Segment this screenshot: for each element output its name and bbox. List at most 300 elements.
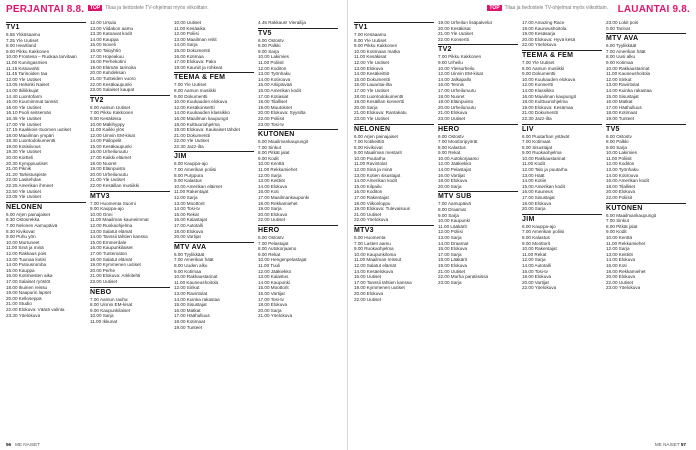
program-listing: 14.00 Kotiin xyxy=(522,178,547,184)
program-listing: 10.00 Amerikan eläimet xyxy=(174,183,223,189)
program-listing: 9.00 Sarja xyxy=(606,144,627,150)
program-listing: 9.00 Pikku Kakkonen xyxy=(354,43,398,49)
program-listing: 12.00 Kesäkonsertti xyxy=(174,104,215,110)
program-listing: 17.00 Autotalli xyxy=(174,223,203,228)
program-listing: 13.00 Elokuva xyxy=(354,65,384,71)
program-listing: 13.05 Helsinki Naiset xyxy=(6,82,50,88)
program-listing: 12.00 Uinnin EM-kisat xyxy=(438,71,483,77)
program-listing: 19.00 Urheilun lisäpalvelut xyxy=(438,20,492,25)
program-listing: 23.00 Sarja xyxy=(438,279,462,285)
program-listing: 6.00 Maailmankaupungit xyxy=(606,212,657,218)
channel-heading: NELONEN xyxy=(6,202,86,211)
program-listing: 20.00 Kahdeksan xyxy=(90,70,126,76)
channel-heading: TV5 xyxy=(258,28,338,37)
program-listing: 16.00 Matkat xyxy=(606,99,633,105)
program-listing: 15.00 Amerikan kodit xyxy=(522,183,565,189)
program-listing: 15.00 Isoveli xyxy=(90,42,116,48)
program-listing: 18.00 Elokuva xyxy=(258,302,288,308)
program-listing: 14.00 Autotalli xyxy=(522,262,551,268)
program-listing: 18.00 Rekkamiehet xyxy=(606,268,646,274)
program-listing: 20.00 Urheiluruutu xyxy=(438,104,476,110)
program-listing: 9.00 Urheilu xyxy=(438,59,463,65)
program-listing: 20.00 Elokuva: Hyvä kesä xyxy=(522,36,576,42)
program-listing: 6.00 Puutarhan ystävät xyxy=(522,133,570,139)
day-heading: PERJANTAI 8.8. xyxy=(6,4,85,15)
program-listing: 12.00 Rakkaus pois xyxy=(6,250,47,256)
program-listing: 4.45 Rakkaus! Vierailija xyxy=(258,20,306,25)
program-listing: 17.00 Yle Uutiset xyxy=(354,87,389,93)
program-listing: 16.00 Kauneus xyxy=(522,189,553,195)
program-listing: 21.00 Elokuva xyxy=(438,110,468,116)
program-listing: 16.00 Taloyhtiö xyxy=(90,47,121,53)
program-listing: 8.00 Purppura xyxy=(174,172,204,178)
header-subtitle-text: Tilaa ja tiedostele TV-ohjelmat myös viikoittain. xyxy=(105,5,209,11)
program-listing: 9.00 Ruokaohjelma xyxy=(354,246,394,252)
program-listing: 17.00 Elokuva: Pako xyxy=(174,59,217,65)
program-listing: 6.00 Ostostv xyxy=(438,133,464,139)
header-subtitle-text: Tilaa ja tiedostele TV-ohjelmat myös viikoittain. xyxy=(504,5,608,11)
program-listing: 22.00 Yöelokuva xyxy=(354,217,389,223)
program-listing: 15.00 Sisustajat xyxy=(606,93,639,99)
program-listing: 19.00 Elokuva: Kesämaa xyxy=(522,104,574,110)
program-listing: 14.00 Draamat xyxy=(438,240,469,246)
program-listing: 9.00 Kodit xyxy=(606,229,627,235)
program-listing: 9.00 Puhu yön xyxy=(6,234,36,240)
program-listing: 20.00 Sarja xyxy=(438,183,462,189)
program-listing: 17.00 Tanssii tähtien kanssa xyxy=(354,279,412,285)
program-listing: 13.00 Moottorit xyxy=(174,200,205,206)
program-listing: 22.00 Yöelokuva xyxy=(522,42,557,48)
program-listing: 22.00 Uutiset xyxy=(258,217,286,223)
schedule-column xyxy=(438,20,518,438)
page-header xyxy=(354,4,690,16)
channel-heading: KUTONEN xyxy=(606,203,686,212)
program-listing: 7.00 Pelastajat xyxy=(258,240,289,246)
program-listing: 20.00 Perhe xyxy=(90,267,116,273)
program-listing: 20.00 Elokuva xyxy=(606,189,636,195)
program-listing: 11.00 Kauneushoitola xyxy=(606,71,651,77)
program-listing: 11.00 Maailman kauneimmat xyxy=(90,217,149,223)
program-listing: 16.00 Urheiluruutu xyxy=(90,149,128,155)
program-listing: 17.00 Maailmankaupunki xyxy=(258,195,310,201)
program-listing: 19.00 Eläinpuisto xyxy=(438,99,474,105)
program-listing: 23.00 Uutiset xyxy=(438,115,466,121)
program-listing: 16.10 Puoli seitsemän xyxy=(6,110,52,116)
program-listing: 18.00 Ikuinen reissu xyxy=(6,284,48,290)
program-listing: 12.00 Sarja xyxy=(174,195,198,201)
schedule-column xyxy=(90,20,170,438)
channel-heading: MTV3 xyxy=(354,225,434,234)
program-listing: 18.00 Tilalliset xyxy=(258,99,288,105)
program-listing: 6.00 Ostostv xyxy=(258,37,284,43)
channel-heading: MTV AVA xyxy=(606,33,686,42)
program-listing: 7.00 Kotikeittiö xyxy=(354,139,385,145)
program-listing: 21.00 Dokumentti xyxy=(522,110,559,116)
program-listing: 16.00 Tosi-tv xyxy=(522,268,548,274)
program-listing: 16.00 Yle Uutiset xyxy=(6,104,41,110)
program-listing: 7.00 Moottoripyörät xyxy=(438,139,478,145)
program-listing: 14.00 Kauppa xyxy=(90,36,119,42)
brand-name: ME NAISET xyxy=(15,442,40,447)
program-listing: 15.00 Sisustajat xyxy=(174,302,207,308)
program-listing: 10.00 Murtuneet xyxy=(6,239,40,245)
program-listing: 16.00 Matkat xyxy=(174,307,201,313)
program-listing: 20.30 Kymppiuutiset xyxy=(6,160,48,166)
program-listing: 16.00 Uutiset xyxy=(354,274,382,280)
program-listing: 13.00 Salatut elämät xyxy=(90,228,133,234)
program-listing: 18.00 Kotimaat xyxy=(606,110,637,116)
program-listing: 8.00 Uusi alku xyxy=(606,54,636,60)
program-listing: 10.00 Kuukauden elokuva xyxy=(174,99,228,105)
channel-heading: MTV3 xyxy=(90,191,170,200)
program-listing: 17.00 Salaiset ryöstöt xyxy=(6,278,51,284)
channel-heading: TEEMA & FEM xyxy=(522,50,602,59)
program-listing: 12.00 Ursula xyxy=(90,20,117,25)
program-listing: 10.00 Kotimaan matka xyxy=(354,48,400,54)
program-listing: 22.50 Yle Uutiset xyxy=(6,188,41,194)
program-listing: 13.00 Kalastus xyxy=(258,274,289,280)
program-listing: 14.00 Pelastajat xyxy=(438,167,471,173)
program-listing: 6.00 Tyylikkäät xyxy=(606,43,637,49)
program-listing: 16.00 Maailman kaupungit xyxy=(174,115,228,121)
program-listing: 8.00 Kivikovat xyxy=(354,144,383,150)
channel-heading: MTV SUB xyxy=(438,191,518,200)
program-listing: 9.00 Kauppa-ajo xyxy=(90,206,124,212)
program-listing: 7.00 Nelonen Aamupäivä xyxy=(6,223,58,228)
program-listing: 19.00 Kauniit ja rohkeat xyxy=(174,64,223,70)
program-listing: 12.00 Jääkiekko xyxy=(438,161,472,167)
program-listing: 18.00 Elokuva xyxy=(522,274,552,280)
program-listing: 15.00 Elokuva xyxy=(438,246,468,252)
channel-heading: JIM xyxy=(174,151,254,160)
program-listing: 19.30 Yle Uutiset xyxy=(6,149,41,155)
program-listing: 8.00 Uinnin EM-kisat xyxy=(90,302,133,308)
program-listing: 7.00 Aamupäivä xyxy=(438,201,471,207)
program-listing: 6.30 Ostosrekka xyxy=(6,217,40,223)
program-listing: 11.00 Rekat xyxy=(522,251,547,257)
program-listing: 10.00 Kenttä xyxy=(258,161,285,167)
program-listing: 7.00 Sinkut xyxy=(258,144,281,150)
program-listing: 9.00 Kalastus xyxy=(174,178,202,184)
program-listing: 12.00 Koditon xyxy=(606,161,635,167)
program-listing: 14.00 Kaupunki xyxy=(258,279,290,285)
program-listing: 15.00 Dokumentti xyxy=(354,76,391,82)
program-listing: 16.00 Maailman kaupungit xyxy=(522,93,576,99)
program-listing: 12.00 Yle Uutiset xyxy=(354,59,389,65)
program-listing: 7.00 Lasten aamu xyxy=(354,240,391,246)
program-listing: 20.00 Kelloseppä xyxy=(6,295,42,301)
program-listing: 13.00 Tuunaa kotisi xyxy=(6,256,46,262)
program-listing: 10.00 Kenttä xyxy=(606,235,633,240)
program-listing: 7.25 Yle Uutiset xyxy=(6,37,39,43)
channel-heading: TV2 xyxy=(90,95,170,104)
program-listing: 20.00 Vartijat xyxy=(522,279,549,285)
program-listing: 22.00 Lasitehdas xyxy=(6,177,41,183)
program-listing: 19.00 Tunteet xyxy=(174,324,203,330)
program-listing: 14.00 Pallopelit xyxy=(90,138,122,144)
schedule-columns xyxy=(6,20,342,438)
program-listing: 17.00 Sarja xyxy=(438,251,462,257)
program-listing: 10.00 Kuukauden elokuva xyxy=(522,76,576,82)
schedule-column xyxy=(174,20,254,438)
program-listing: 16.00 Kotimiesten aika xyxy=(6,273,53,279)
program-listing: 12.00 Salatut elämät xyxy=(354,262,397,268)
program-listing: 22.00 Uutiset xyxy=(354,296,382,302)
program-listing: 22.00 Yle Uutiset xyxy=(174,138,209,144)
program-listing: 19.00 Sarja xyxy=(258,206,282,212)
program-listing: 21.00 Uutiset xyxy=(438,268,466,274)
program-listing: 19.00 Kymmenen uutiset xyxy=(354,285,405,291)
program-listing: 22.00 Poliisit xyxy=(258,115,285,121)
program-listing: 16.00 Kalastajat xyxy=(174,217,207,223)
page-header xyxy=(6,4,342,16)
program-listing: 19.00 Kesäsarja xyxy=(522,31,556,37)
program-listing: 12.00 Sarja xyxy=(606,246,630,252)
program-listing: 18.00 Luontodokumentti xyxy=(354,93,404,99)
program-listing: 11.45 Tarinoiden taa xyxy=(6,71,48,77)
program-listing: 9.00 Sarja xyxy=(258,48,279,54)
program-listing: 13.00 Keittiöt xyxy=(258,178,285,184)
program-listing: 21.00 Dokumentti xyxy=(174,132,211,138)
program-listing: 12.00 Ruokaohjelma xyxy=(90,223,133,228)
program-listing: 17.00 Häähulluus xyxy=(174,313,210,319)
program-listing: 21.00 Tunteiden vuoro xyxy=(90,75,136,81)
channel-heading: NEBO xyxy=(90,287,170,296)
program-listing: 11.00 Tuuli xyxy=(258,262,281,268)
program-listing: 14.00 Kuukauden klassikko xyxy=(174,110,230,116)
program-listing: 13.00 Maailman reitit xyxy=(174,36,217,42)
program-listing: 8.00 Heartland xyxy=(6,43,37,49)
program-listing: 11.00 Rekkamiehet xyxy=(606,240,646,246)
program-listing: 14.00 Kotirouva xyxy=(606,172,639,178)
program-listing: 8.00 Draamat xyxy=(438,207,466,213)
program-listing: 23.00 Salaiset kaupat xyxy=(90,87,135,93)
program-listing: 12.00 Konsertti xyxy=(522,82,553,88)
program-listing: 8.00 Aamun musiikki xyxy=(174,87,217,93)
program-listing: 7.00 Amerikan häät xyxy=(606,48,646,54)
program-listing: 14.00 Kotirouva xyxy=(258,76,291,82)
program-listing: 14.00 Kesäkeittiö xyxy=(354,71,390,77)
program-listing: 18.00 Elokuva xyxy=(522,200,552,206)
program-listing: 22.00 Uutiset xyxy=(606,279,634,285)
program-listing: 13.00 Kotien sisustajat xyxy=(354,172,401,178)
program-listing: 22.00 Yöelokuva xyxy=(522,285,557,291)
program-listing: 7.00 Amerikan häät xyxy=(174,257,214,263)
program-listing: 21.20 Tarkistuspiste xyxy=(6,171,47,177)
program-listing: 19.00 Eläinpuisto xyxy=(90,166,126,172)
program-listing: 7.00 Pikku Kakkonen xyxy=(438,54,482,60)
header-subtitle xyxy=(88,5,209,11)
program-listing: 20.00 Elokuva xyxy=(258,211,288,217)
top-badge: TOP xyxy=(90,5,101,11)
program-listing: 20.00 Elokuva xyxy=(606,274,636,280)
program-listing: 12.00 Uinnin EM-kisat xyxy=(90,132,135,138)
program-listing: 23.00 Lokit pois xyxy=(606,20,639,25)
program-listing: 18.00 Nuoret xyxy=(90,160,117,166)
program-listing: 11.00 Rekkamiehet xyxy=(258,167,298,173)
program-listing: 6.00 Kauppa-ajo xyxy=(522,223,556,229)
program-listing: 19.00 Elämän tarinoita xyxy=(90,64,136,70)
program-listing: 22.30 Jazz-ilta xyxy=(174,143,204,149)
program-listing: 18.00 Salatut elämät xyxy=(90,256,133,262)
program-listing: 18.00 Viikonloppu xyxy=(354,200,391,206)
program-listing: 13.00 Työnhaku xyxy=(258,71,291,77)
program-listing: 17.00 Kotiasiat xyxy=(258,93,289,99)
program-listing: 21.00 Uutiset xyxy=(354,211,382,217)
program-listing: 10.00 Lakimies xyxy=(258,54,289,60)
program-listing: 12.00 Poliisi xyxy=(174,31,199,37)
program-listing: 21.00 Piknik xyxy=(6,166,32,172)
program-listing: 7.00 Sinkut xyxy=(606,218,629,224)
program-listing: 8.00 Kalastus xyxy=(522,235,550,240)
program-listing: 11.00 Poliisit xyxy=(606,155,632,161)
program-listing: 16.00 Tennis xyxy=(438,82,464,88)
program-listing: 14.00 Jalkapallo xyxy=(438,76,472,82)
program-listing: 20.00 Sarja xyxy=(354,104,378,110)
program-listing: 19.00 Naapurin lapset xyxy=(6,290,51,296)
program-listing: 11.00 Lääkärit xyxy=(438,223,467,229)
program-listing: 17.00 Sisustajat xyxy=(522,195,555,201)
program-listing: 9.00 Maailman mestarit xyxy=(354,150,402,156)
program-listing: 11.00 Kesäkisat xyxy=(354,54,387,60)
program-listing: 6.55 Ykkösaamu xyxy=(6,32,41,37)
program-listing: 16.00 Koti xyxy=(258,189,279,195)
program-listing: 12.00 Sarja xyxy=(522,257,546,263)
program-listing: 11.00 Ravintolat xyxy=(354,161,387,167)
program-listing: 21.00 Elokuva: Rantakatu xyxy=(354,110,407,116)
program-listing: 21.00 Yle Uutiset xyxy=(438,31,473,37)
program-listing: 10.00 Frontesa – Ruokaa tarvitaan xyxy=(6,54,77,60)
program-listing: 21.00 Yöelokuva xyxy=(258,313,293,319)
program-listing: 11.00 Kuningasmies xyxy=(6,59,48,65)
program-listing: 10.00 Rakkaustarinat xyxy=(522,155,566,161)
program-listing: 23.00 Yöelokuva xyxy=(606,285,641,291)
program-listing: 10.00 Onni xyxy=(90,211,113,217)
program-listing: 16.00 Koti xyxy=(606,262,627,268)
program-listing: 20.00 Elokuva xyxy=(354,290,384,296)
program-listing: 18.00 Kulttuuriohjelma xyxy=(174,121,220,127)
program-listing: 19.00 Kotisiivous xyxy=(6,143,41,149)
program-listing: 7.00 Pikku Kakkonen xyxy=(90,110,134,116)
program-listing: 17.00 Tosi-tv xyxy=(258,296,284,302)
program-listing: 9.00 Moottorit xyxy=(522,240,551,246)
program-listing: 10.00 Puutarha xyxy=(354,155,386,161)
schedule-column xyxy=(354,20,434,438)
program-listing: 22.25 Amerikan ihmeet xyxy=(6,183,53,189)
program-listing: 15.00 Arkipäivää xyxy=(258,82,292,88)
program-listing: 18.00 Tilalliset xyxy=(606,183,636,189)
program-listing: 14.40 Luontofarm xyxy=(6,93,43,99)
program-listing: 11.00 Kesäaika xyxy=(174,25,206,31)
program-listing: 8.00 Pitkät jalat xyxy=(258,150,290,156)
program-listing: 12.00 Yle Uutiset xyxy=(6,76,41,82)
program-listing: 19.00 Elokuva: Kaukaiset tähdet xyxy=(174,127,240,133)
program-listing: 15.00 Kesäkaupunki xyxy=(90,143,132,149)
schedule-column xyxy=(258,20,338,438)
program-listing: 17.15 Kaakkois-Suomen uutiset xyxy=(6,127,71,133)
program-listing: 19.00 Kymmenen uutiset xyxy=(90,262,141,268)
channel-heading: TV5 xyxy=(606,124,686,133)
program-listing: 9.00 Kesäkissa xyxy=(90,115,122,121)
program-listing: 10.00 Rakkaustarinat xyxy=(174,274,218,280)
program-listing: 19.00 Kesäillan konsertti xyxy=(354,99,405,105)
program-listing: 8.00 Sisustajat xyxy=(522,144,553,150)
channel-heading: JIM xyxy=(522,214,602,223)
day-heading: LAUANTAI 9.8. xyxy=(617,4,690,15)
program-listing: 10.00 Rakentajat xyxy=(522,246,557,252)
program-listing: 11.00 Rakentajat xyxy=(174,189,209,195)
program-listing: 11.00 Maailman reissut xyxy=(354,257,402,263)
channel-heading: TV2 xyxy=(438,44,518,53)
program-listing: 19.00 Tunteet xyxy=(606,115,635,121)
program-listing: 23.00 Uutiset xyxy=(90,278,118,284)
program-listing: 6.00 Kauppa-ajo xyxy=(174,161,208,167)
program-listing: 18.00 Maailman ympäri xyxy=(6,132,54,138)
page-footer xyxy=(655,442,690,447)
program-listing: 17.00 Yle Uutiset xyxy=(6,121,41,127)
program-listing: 11.00 Ikkunat xyxy=(90,318,118,324)
program-listing: 18.00 Lääkärit xyxy=(438,257,468,263)
program-listing: 7.00 Amerikan poliisi xyxy=(174,167,217,173)
program-listing: 16.00 Amerikan kodit xyxy=(258,87,301,93)
program-listing: 8.00 Yle Uutiset xyxy=(354,37,387,43)
program-listing: 22.00 Kesäillan musiikki xyxy=(90,183,140,189)
program-listing: 12.00 Sarja xyxy=(258,172,282,178)
program-listing: 18.00 Kauneushoitola xyxy=(522,25,567,31)
program-listing: 23.30 Yöelokuva xyxy=(6,312,41,318)
channel-heading: MTV AVA xyxy=(174,242,254,251)
program-listing: 20.00 Kortteli xyxy=(6,155,34,161)
program-listing: 11.15 Kissavahti xyxy=(6,65,40,71)
program-listing: 18.00 Elokuva xyxy=(174,228,204,234)
program-listing: 14.00 Sarja xyxy=(174,42,198,48)
program-listing: 13.00 Keittiöt xyxy=(606,251,633,257)
program-listing: 22.00 Elokuva: Väärä valinta xyxy=(6,306,65,312)
program-listing: 13.00 Häät xyxy=(522,172,545,178)
program-listing: 10.00 Yleisurheilu xyxy=(438,65,475,71)
program-listing: 9.00 Ruokaohjelma xyxy=(522,150,562,156)
program-listing: 18.00 Rekkamiehet xyxy=(258,200,298,206)
program-listing: 15.00 Kilpailu xyxy=(354,183,382,189)
program-listing: 6.00 Aamun Uutiset xyxy=(90,104,131,110)
program-listing: 6.00 Tyylikkäät xyxy=(174,251,205,257)
program-listing: 10.00 Autokorjaamo xyxy=(438,155,479,161)
program-listing: 18.00 Nuoret xyxy=(438,93,465,99)
program-listing: 13.00 Ravintolat xyxy=(174,290,208,296)
program-listing: 8.00 Kalastus xyxy=(438,144,466,150)
program-listing: 18.00 Kotimaat xyxy=(174,318,205,324)
schedule-column xyxy=(522,20,602,438)
program-listing: 17.00 Urheiluruutu xyxy=(438,87,476,93)
program-listing: 6.00 Huomenta xyxy=(354,235,386,240)
program-listing: 12.00 Sinä ja minä xyxy=(354,167,393,173)
program-listing: 7.00 Kesäaamu xyxy=(354,32,387,37)
program-listing: 6.00 Maailmankaupungit xyxy=(258,139,309,145)
program-listing: 20.00 Vartijat xyxy=(174,234,201,240)
program-listing: 14.00 Kuinka rakastaa xyxy=(174,296,220,302)
channel-heading: HERO xyxy=(438,124,518,133)
page-number: 57 xyxy=(680,442,686,447)
program-listing: 16.00 Vartijat xyxy=(438,172,465,178)
program-listing: 14.00 Kuinka rakastaa xyxy=(606,87,652,93)
program-listing: 12.00 Sinkut xyxy=(606,76,632,82)
program-listing: 22.30 Jazz-ilta xyxy=(522,115,552,121)
program-listing: 7.00 Amerikan poliisi xyxy=(522,229,565,235)
top-badge: TOP xyxy=(489,5,500,11)
program-listing: 14.00 Elokuva xyxy=(258,183,288,189)
program-listing: 8.00 Palkki xyxy=(606,139,629,145)
program-listing: 15.00 Rekat xyxy=(174,211,199,217)
